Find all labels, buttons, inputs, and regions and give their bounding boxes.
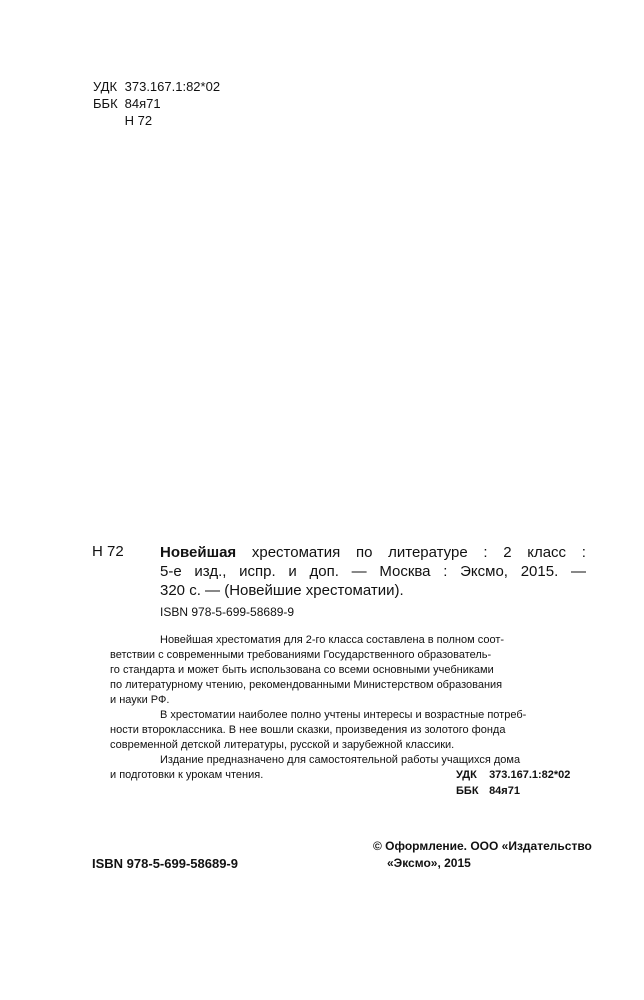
entry-line2-word: Эксмо, (460, 563, 508, 580)
entry-line2-word: Москва (379, 563, 431, 580)
entry-line1-word: литературе (388, 544, 468, 561)
entry-isbn: ISBN 978-5-699-58689-9 (160, 605, 295, 619)
entry-line-1 (160, 543, 586, 562)
entry-line1-word: 2 (503, 544, 512, 561)
entry-line2-word: — (570, 563, 586, 580)
annotation-paragraph-2 (110, 708, 586, 753)
annotation-line: и науки РФ. (110, 694, 170, 706)
udk-label: УДК (93, 79, 118, 94)
entry-line2-word: изд., (194, 563, 227, 580)
entry-line2-word: испр. (239, 563, 276, 580)
entry-line1-word: по (355, 544, 373, 561)
bottom-bbk-value: 84я71 (489, 785, 520, 797)
bottom-udk-label: УДК (456, 769, 477, 781)
annotation-paragraph-1 (110, 633, 586, 708)
entry-line1-word: хрестоматия (251, 544, 341, 561)
annotation-line: по литературному чтению, рекомендованными Министерством образования (110, 679, 503, 691)
udk-row (93, 78, 220, 95)
entry-line2-word: доп. (309, 563, 339, 580)
copyright-notice (373, 838, 592, 872)
entry-line1-word: : (581, 544, 586, 561)
entry-line2-word: — (351, 563, 367, 580)
top-classification-codes (93, 78, 220, 129)
annotation-line: ности второклассника. В нее вошли сказки, произведения из золотого фонда (110, 724, 506, 736)
annotation-line: Новейшая хрестоматия для 2-го класса составлена в полном соот- (160, 634, 505, 646)
entry-line1-word: класс (527, 544, 567, 561)
annotation-line: и подготовки к урокам чтения. (110, 769, 264, 781)
bottom-udk-row (456, 767, 570, 783)
entry-line2-word: 5-е (160, 563, 182, 580)
bibliographic-entry (160, 543, 586, 600)
entry-line-2 (160, 562, 586, 581)
entry-line-3: 320 с. — (Новейшие хрестоматии). (160, 582, 404, 599)
entry-title-bold: Новейшая (160, 544, 237, 561)
annotation (110, 633, 586, 783)
bbk-label: ББК (93, 96, 118, 111)
author-mark-row (93, 112, 220, 129)
udk-value: 373.167.1:82*02 (124, 79, 221, 94)
annotation-line: В хрестоматии наиболее полно учтены интересы и возрастные потреб- (160, 709, 527, 721)
entry-author-mark: Н 72 (92, 543, 124, 560)
entry-line2-word: : (443, 563, 448, 580)
bbk-row (93, 95, 220, 112)
isbn-bold: ISBN 978-5-699-58689-9 (92, 856, 238, 871)
bottom-bbk-label: ББК (456, 785, 479, 797)
annotation-line: ветствии с современными требованиями Государственного образователь- (110, 649, 492, 661)
entry-line2-word: и (288, 563, 297, 580)
annotation-line: Издание предназначено для самостоятельной работы учащихся дома (160, 754, 521, 766)
bottom-bbk-row (456, 783, 570, 799)
bottom-classification-codes (456, 767, 570, 799)
bbk-value: 84я71 (124, 96, 161, 111)
bottom-udk-value: 373.167.1:82*02 (489, 769, 571, 781)
copyright-line-2: «Эксмо», 2015 (387, 856, 471, 870)
entry-line2-word: 2015. (520, 563, 559, 580)
copyright-line-1: © Оформление. ООО «Издательство (373, 839, 592, 853)
author-mark: Н 72 (124, 113, 153, 128)
annotation-line: го стандарта и может быть использована со всеми основными учебниками (110, 664, 494, 676)
annotation-line: современной детской литературы, русской и зарубежной классики. (110, 739, 455, 751)
entry-line1-word: : (483, 544, 488, 561)
